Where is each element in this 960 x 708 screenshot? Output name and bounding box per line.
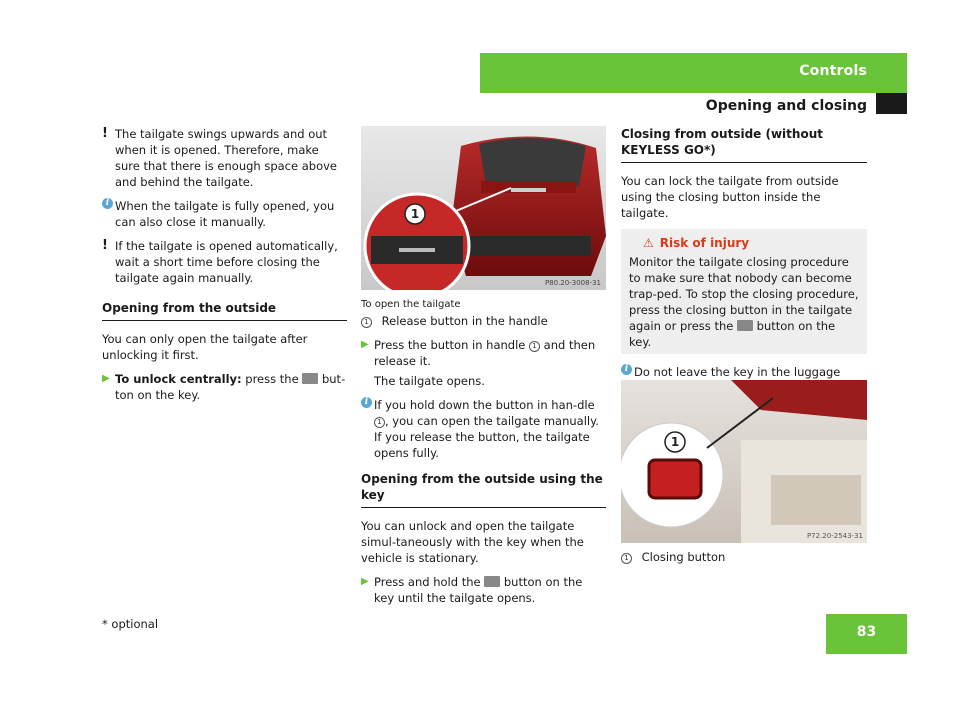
step-text: and then release it.	[374, 338, 596, 368]
step-text: press the	[241, 372, 303, 386]
info-icon: i	[621, 364, 632, 375]
page-number: 83	[856, 624, 877, 640]
column-middle	[361, 297, 606, 612]
info-icon: i	[361, 397, 372, 408]
photo-code: P80.20-3008-31	[544, 279, 601, 287]
warning-box	[621, 229, 867, 354]
footnote: * optional	[102, 617, 159, 631]
photo-callout: 1	[410, 207, 420, 221]
warning-triangle-icon: ⚠	[643, 236, 654, 250]
chapter-tab-label: Controls	[799, 63, 867, 79]
paragraph: You can lock the tailgate from outside using the closing button inside the tailgate.	[621, 174, 839, 220]
column-left	[102, 126, 347, 409]
step-text: button on the key until the tailgate opens.	[374, 575, 583, 605]
arrow-icon: ▶	[102, 373, 110, 384]
section-heading: Closing from outside (without KEYLESS GO*)	[621, 126, 867, 163]
exclamation-icon: !	[102, 238, 108, 253]
warning-text-part: button on the key.	[629, 319, 836, 349]
closing-button-photo-drawing	[621, 380, 867, 543]
instruction-step	[361, 574, 606, 606]
warning-title-row	[629, 235, 859, 251]
figure-legend	[361, 313, 606, 329]
exclamation-icon: !	[102, 126, 108, 141]
warning-title: Risk of injury	[659, 236, 750, 250]
step-result: The tailgate opens.	[374, 374, 485, 388]
caution-note	[102, 238, 347, 286]
section-marker	[876, 93, 907, 114]
instruction-step	[361, 337, 606, 389]
arrow-icon: ▶	[361, 339, 369, 350]
chapter-tab	[480, 53, 907, 93]
arrow-icon: ▶	[361, 576, 369, 587]
section-heading: Opening from the outside	[102, 300, 347, 321]
closing-button-photo	[621, 380, 867, 543]
tailgate-key-icon	[737, 320, 753, 331]
warning-text-part: Monitor the tailgate closing procedure to make sure that nobody can become trap-ped. To stop the closing procedure, press the closing button in the tailgate again or press the	[629, 255, 859, 333]
tailgate-photo-drawing	[361, 126, 606, 290]
figure-legend	[621, 549, 867, 565]
page-number-box	[826, 614, 907, 654]
caution-note-text: The tailgate swings upwards and out when it is opened. Therefore, make sure that there is enough space above and behind the tailgate.	[115, 127, 338, 189]
legend-text: Release button in the handle	[381, 314, 548, 328]
info-icon: i	[102, 198, 113, 209]
legend-number: 1	[529, 341, 540, 352]
paragraph: You can only open the tailgate after unlocking it first.	[102, 332, 308, 362]
tailgate-key-icon	[484, 576, 500, 587]
step-text: Press the button in handle	[374, 338, 530, 352]
legend-number: 1	[374, 417, 385, 428]
photo-code: P72.20-2543-31	[806, 532, 863, 540]
warning-text	[629, 254, 859, 350]
section-title: Opening and closing	[705, 98, 867, 114]
column-right	[621, 126, 867, 420]
tailgate-photo	[361, 126, 606, 290]
info-note-text: If you hold down the button in han-dle	[374, 398, 595, 412]
section-heading: Opening from the outside using the key	[361, 471, 606, 508]
instruction-step	[102, 371, 347, 403]
unlock-key-icon	[302, 373, 318, 384]
caution-note-text: If the tailgate is opened automatically, wait a short time before closing the tailgate again manually.	[115, 239, 338, 285]
photo-callout: 1	[670, 435, 680, 449]
info-note	[361, 397, 606, 461]
info-note-text: , you can open the tailgate manually. If you release the button, the tailgate opens fully.	[374, 414, 599, 460]
info-note	[102, 198, 347, 230]
caution-note	[102, 126, 347, 190]
step-text: but-ton on the key.	[115, 372, 346, 402]
step-label: To unlock centrally:	[115, 372, 242, 386]
info-note-text: When the tailgate is fully opened, you can also close it manually.	[115, 199, 335, 229]
legend-text: Closing button	[641, 550, 726, 564]
step-text: Press and hold the	[374, 575, 485, 589]
paragraph: You can unlock and open the tailgate simul-taneously with the key when the vehicle is stationary.	[361, 519, 584, 565]
legend-number: 1	[621, 553, 632, 564]
legend-number: 1	[361, 317, 372, 328]
info-note-text: Do not leave the key in the luggage	[634, 365, 841, 379]
figure-caption: To open the tailgate	[361, 299, 461, 310]
